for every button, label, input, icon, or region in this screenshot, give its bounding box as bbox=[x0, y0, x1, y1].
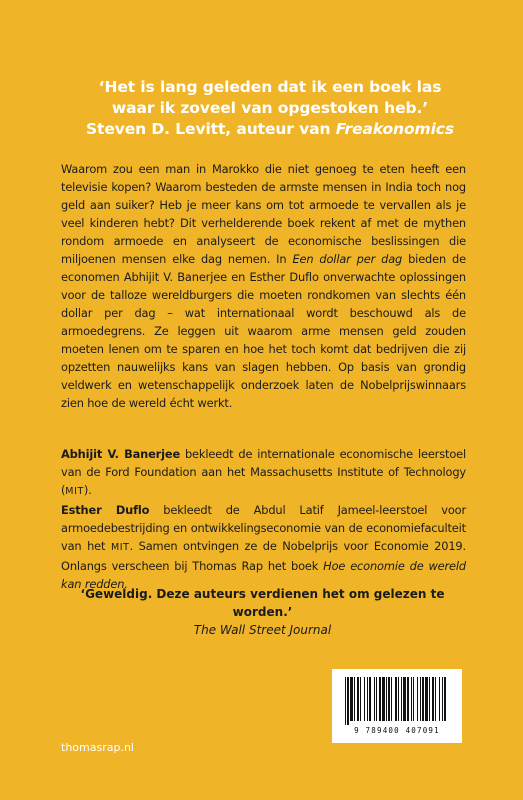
barcode-bar bbox=[417, 677, 418, 721]
barcode-bar bbox=[435, 677, 436, 721]
barcode-bar bbox=[413, 677, 414, 721]
barcode-bar bbox=[398, 677, 399, 721]
author-name-duflo: Esther Duflo bbox=[61, 503, 150, 517]
bio-text3: . Samen ontvingen ze de Nobelprijs voor Economie 2019. Onlangs verscheen bij Thomas Rap het boek bbox=[61, 539, 466, 573]
mit-abbrev-2: MIT bbox=[110, 542, 130, 553]
bio-text2: bekleedt de Abdul Latif Jameel-leerstoel voor armoedebestrijding en ontwikkelingseconomie van de economiefaculteit van het bbox=[61, 503, 467, 553]
barcode-bar bbox=[429, 677, 430, 721]
top-quote bbox=[60, 77, 480, 140]
mit-abbrev-1: MIT bbox=[65, 486, 84, 497]
barcode-bar bbox=[347, 677, 349, 725]
top-quote-attribution bbox=[60, 119, 480, 140]
barcode-bar bbox=[350, 677, 353, 721]
barcode-bar bbox=[411, 677, 412, 721]
barcode-bar bbox=[388, 677, 390, 721]
barcode-bar bbox=[420, 677, 421, 721]
top-quote-line2: waar ik zoveel van opgestoken heb.’ bbox=[111, 99, 429, 117]
barcode-bar bbox=[357, 677, 359, 721]
bio-text1: bekleedt de internationale economische leerstoel van de Ford Foundation aan het Massachusetts Institute of Technology ( bbox=[61, 447, 467, 497]
barcode-bar bbox=[401, 677, 402, 721]
barcode-bar bbox=[403, 677, 406, 721]
barcode-bar bbox=[422, 677, 424, 721]
barcode-bar bbox=[367, 677, 368, 721]
blurb-book-title: Een dollar per dag bbox=[292, 252, 403, 266]
barcode-bar bbox=[395, 677, 397, 721]
barcode-bar bbox=[369, 677, 371, 721]
author-bio bbox=[61, 445, 466, 593]
barcode-bars bbox=[341, 677, 453, 725]
barcode-bar bbox=[432, 677, 434, 721]
bottom-quote-source: The Wall Street Journal bbox=[193, 623, 332, 637]
barcode-bar bbox=[379, 677, 381, 721]
barcode bbox=[332, 669, 462, 743]
publisher-website: thomasrap.nl bbox=[61, 741, 134, 754]
barcode-bar bbox=[345, 677, 346, 725]
attribution-prefix: Steven D. Levitt, auteur van bbox=[85, 120, 331, 138]
barcode-bar bbox=[374, 677, 375, 721]
barcode-bar bbox=[442, 677, 443, 721]
barcode-bar bbox=[354, 677, 355, 721]
barcode-bar bbox=[425, 677, 428, 721]
barcode-bar bbox=[444, 677, 446, 721]
bottom-quote-text: ‘Geweldig. Deze auteurs verdienen het om gelezen te worden.’ bbox=[80, 587, 445, 619]
barcode-bar bbox=[386, 677, 387, 721]
blurb-part1: Waarom zou een man in Marokko die niet genoeg te eten heeft een televisie kopen? Waarom besteden de armste mensen in India toch nog geld aan suiker? Heb je meer kans om tot armoede te vervallen als je veel kinderen hebt? Dit verhelderende boek rekent af met de mythen rondom armoede en analyseert de economische beslissingen die miljoenen mensen elke dag nemen. In bbox=[61, 162, 466, 266]
barcode-digits: 9 789400 407091 bbox=[354, 726, 440, 735]
bio-text1b: ). bbox=[83, 483, 92, 497]
attribution-title: Freakonomics bbox=[335, 120, 455, 138]
barcode-inner bbox=[341, 677, 453, 737]
blurb-part2: bieden de economen Abhijit V. Banerjee en Esther Duflo onverwachte oplossingen voor de talloze wereldburgers die moeten rondkomen van slechts één dollar per dag – wat internationaal wordt beschouwd als de armoedegrens. Ze leggen uit waarom arme mensen geld zouden moeten lenen om te sparen en hoe het toch komt dat bedrijven die zij opzetten nauwelijks kans van slagen hebben. Op basis van grondig veldwerk en wetenschappelijk onderzoek laten de Nobelprijswinnaars zien hoe de wereld écht werkt. bbox=[61, 252, 466, 410]
author-name-banerjee: Abhijit V. Banerjee bbox=[61, 447, 181, 461]
bottom-quote bbox=[60, 585, 465, 639]
barcode-bar bbox=[376, 677, 377, 721]
top-quote-line1: ‘Het is lang geleden dat ik een boek las bbox=[98, 78, 442, 96]
barcode-bar bbox=[364, 677, 365, 721]
barcode-bar bbox=[382, 677, 385, 721]
bio-book-title: Hoe economie de wereld kan redden. bbox=[61, 559, 467, 591]
barcode-bar bbox=[360, 677, 361, 721]
barcode-bar bbox=[439, 677, 440, 721]
barcode-bar bbox=[391, 677, 392, 721]
blurb-paragraph bbox=[61, 160, 466, 412]
barcode-bar bbox=[407, 677, 409, 721]
